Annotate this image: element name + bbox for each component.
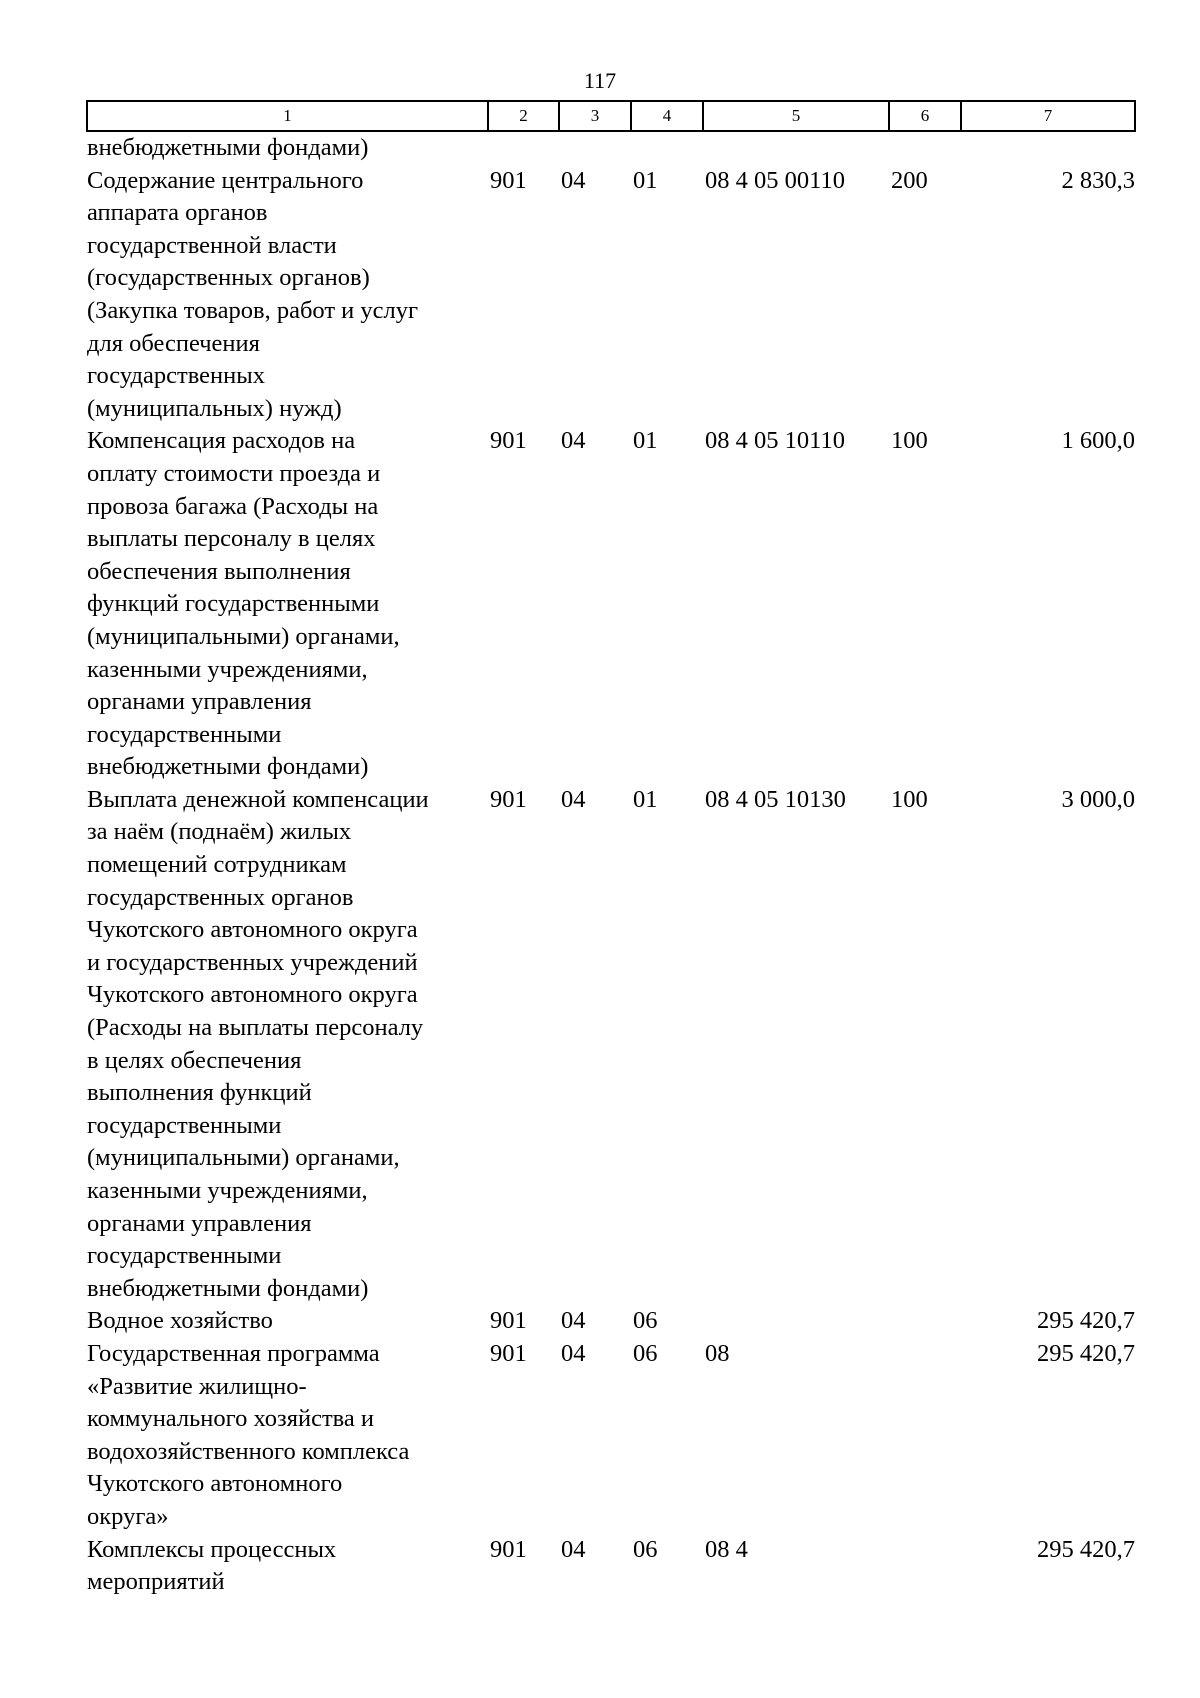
column-header-5: 5 — [703, 101, 889, 131]
column-header-3: 3 — [559, 101, 631, 131]
row-code-4: 01 — [633, 785, 658, 813]
table-row — [87, 1338, 1135, 1534]
row-code-5: 08 4 05 10110 — [705, 427, 845, 455]
row-name: Выплата денежной компенсации за наём (поднаём) жилых помещений сотрудникам государственных органов Чукотского автономного округа и государственных учреждений Чукотского автономного округа (Расходы на выплаты персоналу в целях обеспечения выполнения функций государственными (муниципальными) органами, казенными учреждениями, органами управления государственными внебюджетными фондами) — [87, 785, 429, 1302]
row-code-6: 100 — [891, 785, 928, 813]
row-name: внебюджетными фондами) — [87, 134, 369, 161]
row-code-5: 08 4 05 10130 — [705, 785, 846, 813]
row-code-4: 01 — [633, 427, 658, 455]
row-amount: 2 830,3 — [1061, 166, 1135, 194]
row-code-5 — [703, 1305, 889, 1338]
budget-table — [86, 100, 1136, 1599]
row-amount — [961, 131, 1135, 165]
table-row — [87, 1534, 1135, 1599]
row-code-6: 200 — [891, 166, 928, 194]
table-row — [87, 1305, 1135, 1338]
row-code-2: 901 — [490, 785, 527, 813]
row-code-2: 901 — [490, 1535, 527, 1563]
row-code-4: 06 — [633, 1307, 658, 1335]
row-code-5 — [703, 131, 889, 165]
column-header-4: 4 — [631, 101, 703, 131]
row-code-2: 901 — [490, 427, 527, 455]
table-header-row — [87, 101, 1135, 131]
row-code-3: 04 — [561, 1339, 586, 1367]
row-name: Компенсация расходов на оплату стоимости проезда и провоза багажа (Расходы на выплаты персоналу в целях обеспечения выполнения функций государственными (муниципальными) органами, казенными учреждениями, органами управления государственными внебюджетными фондами) — [87, 427, 400, 781]
row-code-2: 901 — [490, 1339, 527, 1367]
row-code-3: 04 — [561, 427, 586, 455]
row-code-5: 08 4 05 00110 — [705, 166, 845, 194]
column-header-7: 7 — [961, 101, 1135, 131]
column-header-6: 6 — [889, 101, 961, 131]
row-amount: 1 600,0 — [1061, 427, 1135, 455]
row-code-6: 100 — [891, 427, 928, 455]
row-code-5: 08 — [705, 1339, 730, 1367]
row-code-2 — [488, 131, 559, 165]
row-code-3: 04 — [561, 785, 586, 813]
row-code-2: 901 — [490, 1307, 527, 1335]
row-code-4: 06 — [633, 1339, 658, 1367]
table-row — [87, 425, 1135, 784]
row-code-3 — [559, 131, 631, 165]
row-code-3: 04 — [561, 1307, 586, 1335]
row-code-4 — [631, 131, 703, 165]
row-code-6 — [889, 1305, 961, 1338]
table-row — [87, 165, 1135, 426]
row-code-5: 08 4 — [705, 1535, 748, 1563]
row-name: Содержание центрального аппарата органов государственной власти (государственных органов) (Закупка товаров, работ и услуг для обеспечения государственных (муниципальных) нужд) — [87, 166, 419, 422]
row-code-6 — [889, 131, 961, 165]
row-code-6 — [889, 1534, 961, 1599]
row-code-3: 04 — [561, 1535, 586, 1563]
row-amount: 3 000,0 — [1061, 785, 1135, 813]
column-header-2: 2 — [488, 101, 559, 131]
table-row — [87, 784, 1135, 1306]
row-amount: 295 420,7 — [1037, 1339, 1135, 1367]
row-code-2: 901 — [490, 166, 527, 194]
page-number: 117 — [583, 68, 617, 93]
column-header-1: 1 — [87, 101, 488, 131]
row-amount: 295 420,7 — [1037, 1535, 1135, 1563]
row-code-3: 04 — [561, 166, 586, 194]
row-code-4: 06 — [633, 1535, 658, 1563]
row-name: Водное хозяйство — [87, 1307, 273, 1335]
row-amount: 295 420,7 — [1037, 1307, 1135, 1335]
row-name: Комплексы процессных мероприятий — [87, 1535, 337, 1596]
row-name: Государственная программа «Развитие жилищно- коммунального хозяйства и водохозяйственного комплекса Чукотского автономного округа» — [87, 1339, 410, 1530]
row-code-6 — [889, 1338, 961, 1534]
row-code-4: 01 — [633, 166, 658, 194]
table-row — [87, 131, 1135, 165]
